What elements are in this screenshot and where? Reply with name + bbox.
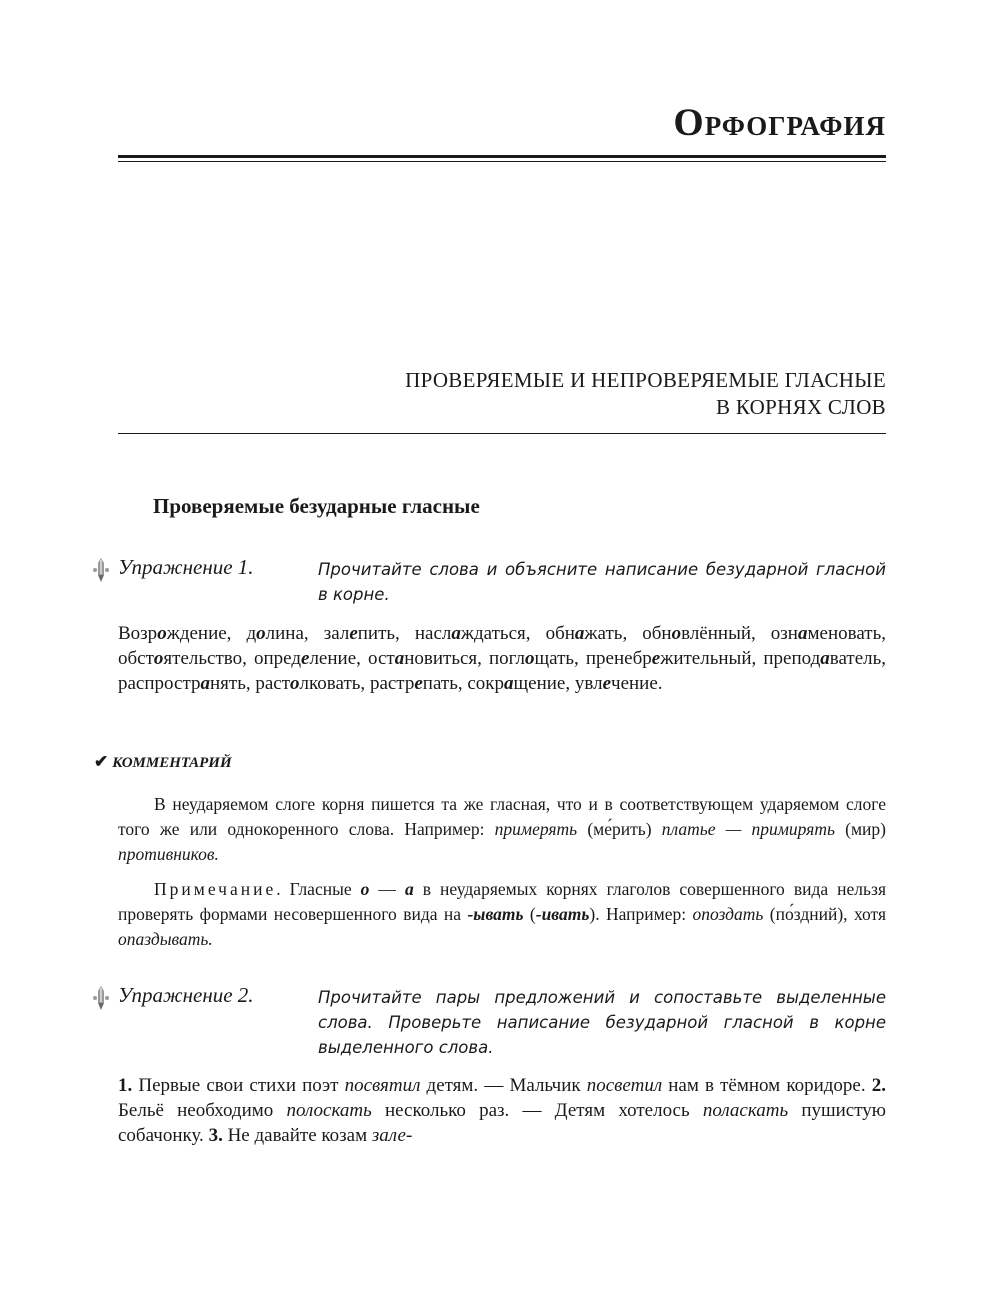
chapter-title: Орфография <box>673 101 886 144</box>
note-text: — <box>369 879 405 899</box>
stressed-vowel: а <box>797 623 808 644</box>
word-item <box>415 623 546 644</box>
note-suffix: -ивать <box>535 904 590 924</box>
chapter-rule-thin <box>118 161 886 162</box>
word-item <box>254 648 368 669</box>
sentence-text: пушистую собачонку. <box>118 1100 886 1146</box>
word-part: ление, <box>309 648 368 669</box>
word-part: обн <box>545 623 575 644</box>
word-part: ост <box>367 648 395 669</box>
word-item <box>370 673 467 694</box>
comment-paragraph <box>118 792 886 867</box>
stressed-vowel: а <box>200 673 210 694</box>
pencil-icon <box>91 557 111 583</box>
sentence-text: Бельё необходимо <box>118 1100 287 1121</box>
sentence-text: Первые свои стихи поэт <box>132 1075 345 1096</box>
highlighted-word: поласкать <box>702 1100 789 1121</box>
word-item <box>586 648 763 669</box>
word-part: лковать, <box>299 673 370 694</box>
comment-text: (ме́рить) <box>577 819 662 839</box>
word-item <box>467 673 575 694</box>
section-title <box>405 367 886 421</box>
exercise-2-sentences <box>118 1073 886 1148</box>
comment-text: В неударяемом слоге корня пишется та же гласная, что и в соответствующем ударяемом слоге того же или однокоренного слова. Например: <box>118 794 886 839</box>
comment-text: (мир) <box>834 819 886 839</box>
note-vowel: а <box>404 879 414 899</box>
word-item <box>324 623 415 644</box>
note-vowel: о <box>360 879 370 899</box>
exercise-1-label: Упражнение 1. <box>118 555 254 579</box>
word-part: жительный, <box>660 648 764 669</box>
word-item <box>118 623 246 644</box>
comment-example: примерять <box>494 819 578 839</box>
stressed-vowel: а <box>394 648 405 669</box>
sentence-text: детям. — Мальчик <box>420 1075 587 1096</box>
stressed-vowel: о <box>153 648 164 669</box>
highlighted-word: посветил <box>586 1075 663 1096</box>
sentence-text: нам в тёмном коридоре. <box>662 1075 872 1096</box>
word-part: насл <box>414 623 452 644</box>
word-item <box>118 648 254 669</box>
word-item <box>489 648 586 669</box>
stressed-vowel: о <box>256 623 266 644</box>
word-part: погл <box>489 648 525 669</box>
word-part: растр <box>369 673 415 694</box>
highlighted-word: зале- <box>371 1125 413 1146</box>
exercise-2-task: Прочитайте пары предложений и сопоставьте выделенные слова. Проверьте написание безударной гласной в корне выделенного слова. <box>318 988 886 1057</box>
comment-example: противников. <box>118 844 219 864</box>
sentence-number: 1. <box>118 1075 133 1096</box>
note-suffix: -ывать <box>467 904 524 924</box>
word-part: влённый, <box>681 623 771 644</box>
word-part: нять, <box>209 673 256 694</box>
word-part: Возр <box>118 623 158 644</box>
note-label: Примечание <box>154 879 277 899</box>
chapter-rule <box>118 155 886 164</box>
word-part: увл <box>574 673 603 694</box>
stressed-vowel: о <box>671 623 682 644</box>
word-item <box>246 623 323 644</box>
word-item <box>575 673 663 694</box>
sentence-text: Не давайте козам <box>222 1125 372 1146</box>
stressed-vowel: а <box>504 673 514 694</box>
stressed-vowel: о <box>157 623 167 644</box>
stressed-vowel: а <box>451 623 461 644</box>
stressed-vowel: о <box>290 673 300 694</box>
stressed-vowel: е <box>349 623 358 644</box>
sentence-number: 3. <box>208 1125 223 1146</box>
word-part: ватель, <box>829 648 887 669</box>
note-text: ( <box>523 904 536 924</box>
stressed-vowel: е <box>414 673 423 694</box>
word-part: обст <box>118 648 154 669</box>
word-part: препод <box>763 648 821 669</box>
note-example: опаздывать. <box>118 929 213 949</box>
word-item <box>255 673 370 694</box>
comment-example: платье — примирять <box>661 819 835 839</box>
sentence-text: несколько раз. — Детям хотелось <box>371 1100 703 1121</box>
highlighted-word: посвятил <box>344 1075 421 1096</box>
word-item <box>118 673 255 694</box>
stressed-vowel: е <box>651 648 661 669</box>
exercise-2-label: Упражнение 2. <box>118 983 254 1007</box>
word-part: ждаться, <box>460 623 546 644</box>
stressed-vowel: е <box>301 648 310 669</box>
word-part: озн <box>770 623 798 644</box>
word-part: меновать, <box>807 623 886 644</box>
note-paragraph <box>118 877 886 952</box>
section-title-line1: ПРОВЕРЯЕМЫЕ И НЕПРОВЕРЯЕМЫЕ ГЛАСНЫЕ <box>405 368 886 392</box>
word-part: щать, <box>534 648 586 669</box>
word-part: новиться, <box>404 648 490 669</box>
word-part: щение, <box>513 673 575 694</box>
sentence-number: 2. <box>871 1075 886 1096</box>
exercise-1-task: Прочитайте слова и объясните написание безударной гласной в корне. <box>318 560 886 604</box>
word-part: обн <box>642 623 672 644</box>
note-example: опоздать <box>692 904 764 924</box>
stressed-vowel: а <box>820 648 830 669</box>
exercise-1-words <box>118 621 886 696</box>
pencil-icon <box>91 985 111 1011</box>
checkmark-icon: ✔ <box>94 752 109 771</box>
word-part: опред <box>253 648 301 669</box>
stressed-vowel: е <box>602 673 612 694</box>
comment-heading <box>94 752 232 772</box>
note-text: в неударяемых корнях глаголов совершенного вида нельзя проверять формами несовершенного вида на <box>118 879 886 924</box>
subsection-title: Проверяемые безударные гласные <box>153 494 480 518</box>
word-part: жать, <box>584 623 643 644</box>
word-item <box>642 623 771 644</box>
highlighted-word: полоскать <box>286 1100 372 1121</box>
word-part: распростр <box>118 673 201 694</box>
word-item <box>368 648 489 669</box>
stressed-vowel: а <box>574 623 585 644</box>
word-item <box>763 648 886 669</box>
word-part: сокр <box>467 673 505 694</box>
chapter-rule-thick <box>118 155 886 158</box>
word-part: ждение, <box>166 623 247 644</box>
word-part: зал <box>323 623 350 644</box>
word-item <box>546 623 643 644</box>
word-part: раст <box>255 673 291 694</box>
word-part: пить, <box>357 623 415 644</box>
section-rule <box>118 433 886 434</box>
note-text: (по́здний), хотя <box>763 904 887 924</box>
comment-heading-label: КОММЕНТАРИЙ <box>112 755 232 771</box>
word-part: ятельство, <box>163 648 254 669</box>
section-title-line2: В КОРНЯХ СЛОВ <box>716 395 886 419</box>
word-part: лина, <box>265 623 324 644</box>
stressed-vowel: о <box>525 648 535 669</box>
word-item <box>771 623 886 644</box>
word-part: д <box>246 623 257 644</box>
word-part: пать, <box>422 673 468 694</box>
note-text: . Гласные <box>276 879 361 899</box>
word-part: чение. <box>611 673 663 694</box>
word-part: пренебр <box>585 648 652 669</box>
note-text: ). Например: <box>589 904 693 924</box>
